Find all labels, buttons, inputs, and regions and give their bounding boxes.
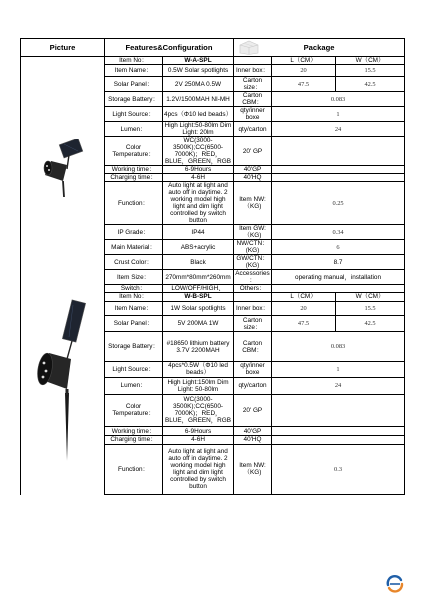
spec-label: Switch： <box>105 285 163 293</box>
package-width: 15.5 <box>336 65 405 77</box>
package-label: Carton size： <box>234 77 272 92</box>
package-label: 20' GP <box>234 394 272 427</box>
spec-value: IP44 <box>163 225 234 240</box>
package-value: 0.083 <box>272 332 405 361</box>
spec-label: Charging time： <box>105 174 163 182</box>
spec-value: Black <box>163 255 234 270</box>
package-label: NW/CTN：(KG) <box>234 240 272 255</box>
package-width: 15.5 <box>336 301 405 315</box>
spec-value: WC(3000-3500K);CC(6500-7000K)；RED，BLUE，GREEN，RGB <box>163 394 234 427</box>
spec-value: 4pcs*0.5W（Φ10 led beads） <box>163 361 234 377</box>
package-label: Carton CBM： <box>234 332 272 361</box>
spec-label: Charging time： <box>105 436 163 445</box>
spec-label: Light Source： <box>105 361 163 377</box>
spec-label: Lumen： <box>105 122 163 137</box>
spec-label: Item Size： <box>105 270 163 285</box>
spec-value: 4pcs（Φ10 led beads） <box>163 107 234 122</box>
spec-value: 4-6H <box>163 436 234 445</box>
package-label: 40'HQ <box>234 174 272 182</box>
package-value <box>272 285 405 293</box>
package-value: 0.083 <box>272 92 405 107</box>
spec-value: Auto light at light and auto off in daytime. 2 working model high light and dim light controlled by switch button <box>163 444 234 494</box>
carton-box-icon <box>238 40 260 55</box>
spec-label: Item Name： <box>105 301 163 315</box>
spec-label: Color Temperature： <box>105 394 163 427</box>
package-label: Carton CBM： <box>234 92 272 107</box>
package-label: Inner box： <box>234 301 272 315</box>
company-logo-icon <box>384 574 406 594</box>
package-value: 8.7 <box>272 255 405 270</box>
spec-label: IP Grade： <box>105 225 163 240</box>
spec-label: Solar Panel： <box>105 315 163 331</box>
item-no-row <box>21 293 405 302</box>
spec-value: 4-6H <box>163 174 234 182</box>
package-width: 42.5 <box>336 315 405 331</box>
header-row <box>21 39 405 57</box>
item-no-value: W-A-SPL <box>163 57 234 65</box>
package-label: Item NW:（KG) <box>234 444 272 494</box>
item-no-value: W-B-SPL <box>163 293 234 302</box>
spec-label: Solar Panel： <box>105 77 163 92</box>
package-length: 20 <box>272 301 336 315</box>
spec-label: Crust Color： <box>105 255 163 270</box>
package-value: 0.3 <box>272 444 405 494</box>
package-label: Item NW:（KG) <box>234 182 272 225</box>
package-value: operating manual，installation <box>272 270 405 285</box>
spec-value: 6-9Hours <box>163 166 234 174</box>
spec-label: Light Source： <box>105 107 163 122</box>
spec-label: Storage Battery： <box>105 332 163 361</box>
package-value <box>272 174 405 182</box>
width-header: W（CM） <box>336 293 405 302</box>
package-value: 24 <box>272 378 405 394</box>
spec-value: ABS+acrylic <box>163 240 234 255</box>
spec-value: 0.5W Solar spotlights <box>163 65 234 77</box>
package-label: Item GW:（KG) <box>234 225 272 240</box>
length-header: L（CM） <box>272 57 336 65</box>
package-value: 0.34 <box>272 225 405 240</box>
package-value: 1 <box>272 361 405 377</box>
spec-label: Item Name： <box>105 65 163 77</box>
item-no-label: Item No： <box>105 57 163 65</box>
spec-label: Storage Battery： <box>105 92 163 107</box>
spec-label: Color Temperature： <box>105 137 163 166</box>
package-value <box>272 427 405 436</box>
spec-label: Function： <box>105 182 163 225</box>
package-value: 1 <box>272 107 405 122</box>
spec-value: #18650 lithium battery 3.7V 2200MAH <box>163 332 234 361</box>
package-label: Inner box： <box>234 65 272 77</box>
solar-spotlight-large-image <box>23 293 103 493</box>
spec-table <box>20 38 405 495</box>
package-blank <box>234 293 272 302</box>
features-header: Features&Configuration <box>105 39 234 57</box>
spec-label: Working time： <box>105 166 163 174</box>
package-header-label: Package <box>303 43 335 52</box>
package-label: GW/CTN：(KG) <box>234 255 272 270</box>
package-blank <box>234 57 272 65</box>
item-no-row <box>21 57 405 65</box>
spec-sheet <box>20 38 404 495</box>
package-length: 47.5 <box>272 77 336 92</box>
length-header: L（CM） <box>272 293 336 302</box>
spec-value: WC(3000-3500K);CC(6500-7000K)；RED，BLUE，GREEN，RGB <box>163 137 234 166</box>
package-label: qty/carton <box>234 122 272 137</box>
package-value: 0.25 <box>272 182 405 225</box>
package-label: 40'HQ <box>234 436 272 445</box>
package-width: 42.5 <box>336 77 405 92</box>
spec-value: 1.2V/1500MAH NI-MH <box>163 92 234 107</box>
spec-value: Auto light at light and auto off in daytime. 2 working model high light and dim light controlled by switch button <box>163 182 234 225</box>
spec-value: 2V 250MA 0.5W <box>163 77 234 92</box>
spec-value: 6-9Hours <box>163 427 234 436</box>
spec-value: High Light:150lm Dim Light: 50-80lm <box>163 378 234 394</box>
package-value <box>272 436 405 445</box>
solar-spotlight-small-image <box>23 139 103 209</box>
package-label: qty/carton <box>234 378 272 394</box>
spec-value: High Light:50-80lm Dim Light: 20lm <box>163 122 234 137</box>
package-value <box>272 137 405 166</box>
picture-header: Picture <box>21 39 105 57</box>
item-no-label: Item No： <box>105 293 163 302</box>
package-header <box>234 39 405 57</box>
product-picture-cell <box>21 57 105 293</box>
spec-value: 1W Solar spotlights <box>163 301 234 315</box>
package-value <box>272 394 405 427</box>
spec-label: Function： <box>105 444 163 494</box>
spec-value: 270mm*80mm*260mm <box>163 270 234 285</box>
spec-label: Working time： <box>105 427 163 436</box>
package-label: 40'GP <box>234 166 272 174</box>
package-label: Carton size： <box>234 315 272 331</box>
package-label: Accessories： <box>235 270 270 284</box>
package-length: 20 <box>272 65 336 77</box>
spec-label: Main Material： <box>105 240 163 255</box>
spec-value: LOW/OFF/HIGH、 <box>163 285 234 293</box>
spec-value: 5V 200MA 1W <box>163 315 234 331</box>
package-label: 20' GP <box>234 137 272 166</box>
package-label: qty/inner boxe <box>234 107 272 122</box>
product-picture-cell <box>21 293 105 495</box>
package-value: 6 <box>272 240 405 255</box>
package-label: Others： <box>234 285 272 293</box>
spec-label: Lumen： <box>105 378 163 394</box>
width-header: W（CM） <box>336 57 405 65</box>
package-length: 47.5 <box>272 315 336 331</box>
package-value: 24 <box>272 122 405 137</box>
package-label: 40'GP <box>234 427 272 436</box>
package-label: qty/inner boxe <box>234 361 272 377</box>
package-value <box>272 166 405 174</box>
